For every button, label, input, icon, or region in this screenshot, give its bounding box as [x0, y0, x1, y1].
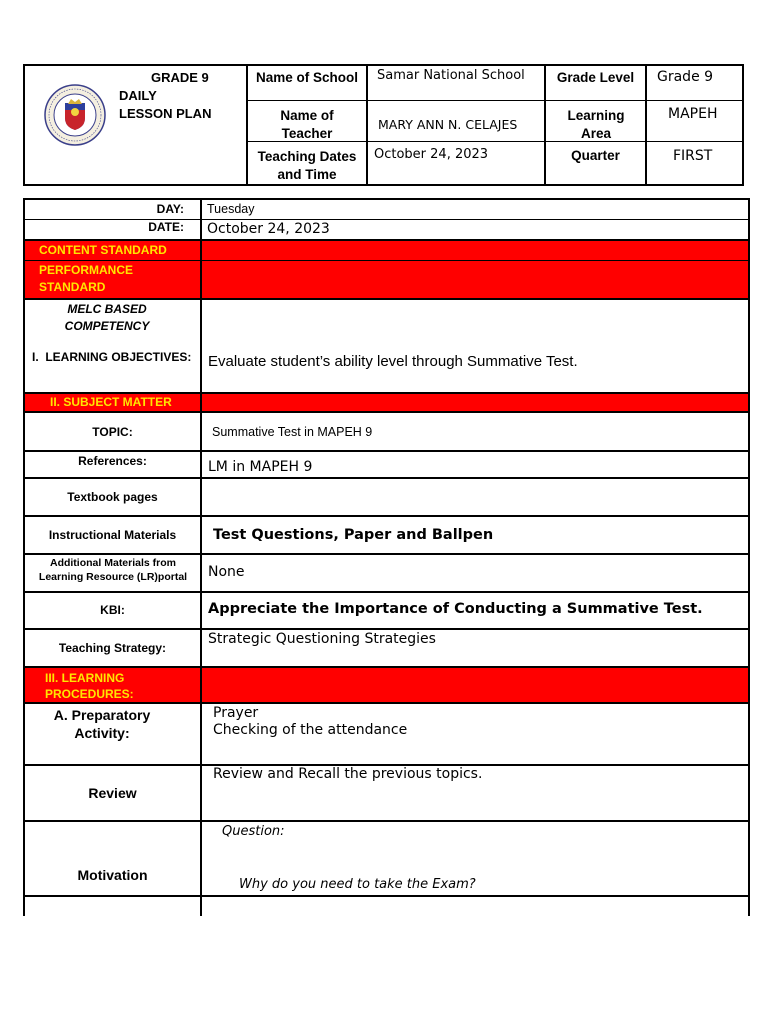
motivation-question-value: Why do you need to take the Exam?	[239, 877, 476, 892]
school-value: Samar National School	[377, 68, 525, 83]
references-label: References:	[78, 454, 147, 468]
melc-label: MELC BASED COMPETENCY	[64, 302, 150, 333]
content-standard-label: CONTENT STANDARD	[39, 243, 167, 257]
teacher-label: Name of Teacher	[280, 108, 334, 141]
learning-procedures-label: III. LEARNING PROCEDURES:	[45, 671, 134, 701]
subject-matter-label: II. SUBJECT MATTER	[50, 395, 172, 409]
day-label: DAY:	[156, 202, 184, 216]
teaching-dates-value: October 24, 2023	[374, 147, 489, 162]
motivation-label: Motivation	[77, 867, 148, 883]
performance-standard-label: PERFORMANCE STANDARD	[39, 263, 134, 294]
header-title-plan: LESSON PLAN	[119, 106, 212, 121]
header-title-grade: GRADE 9	[151, 70, 209, 85]
teacher-value: MARY ANN N. CELAJES	[378, 117, 518, 132]
date-value: October 24, 2023	[207, 221, 330, 237]
kbi-value: Appreciate the Importance of Conducting a Summative Test.	[208, 601, 703, 617]
learning-objectives-label: I. LEARNING OBJECTIVES:	[32, 350, 192, 364]
quarter-label: Quarter	[571, 148, 620, 163]
learning-area-value: MAPEH	[668, 106, 718, 122]
topic-value: Summative Test in MAPEH 9	[212, 425, 373, 439]
additional-materials-label: Additional Materials from Learning Resource (LR)portal	[38, 557, 188, 583]
topic-label: TOPIC:	[92, 425, 133, 439]
review-label: Review	[88, 785, 137, 801]
references-value: LM in MAPEH 9	[208, 459, 313, 475]
motivation-question-label: Question:	[222, 824, 285, 839]
teaching-strategy-label: Teaching Strategy:	[58, 641, 167, 655]
additional-materials-value: None	[208, 564, 245, 580]
teaching-strategy-value: Strategic Questioning Strategies	[208, 631, 436, 647]
learning-objectives-value: Evaluate student’s ability level through Summative Test.	[208, 353, 578, 370]
review-value: Review and Recall the previous topics.	[213, 766, 483, 782]
learning-area-label: Learning Area	[567, 108, 625, 141]
day-value: Tuesday	[207, 202, 255, 216]
preparatory-line-attendance: Checking of the attendance	[213, 722, 408, 738]
quarter-value: FIRST	[673, 148, 713, 164]
header-title-daily: DAILY	[119, 88, 157, 103]
school-label: Name of School	[255, 70, 358, 85]
preparatory-activity-label: A. Preparatory Activity:	[53, 707, 151, 741]
deped-seal-logo	[44, 84, 106, 146]
instructional-materials-value: Test Questions, Paper and Ballpen	[213, 527, 494, 543]
kbi-label: KBI:	[100, 603, 125, 617]
date-label: DATE:	[148, 220, 184, 234]
instructional-materials-label: Instructional Materials	[48, 528, 177, 542]
grade-level-value: Grade 9	[657, 69, 714, 85]
grade-level-label: Grade Level	[556, 70, 635, 85]
teaching-dates-label: Teaching Dates and Time	[257, 149, 357, 182]
preparatory-line-prayer: Prayer	[213, 705, 259, 721]
textbook-pages-label: Textbook pages	[67, 490, 158, 504]
